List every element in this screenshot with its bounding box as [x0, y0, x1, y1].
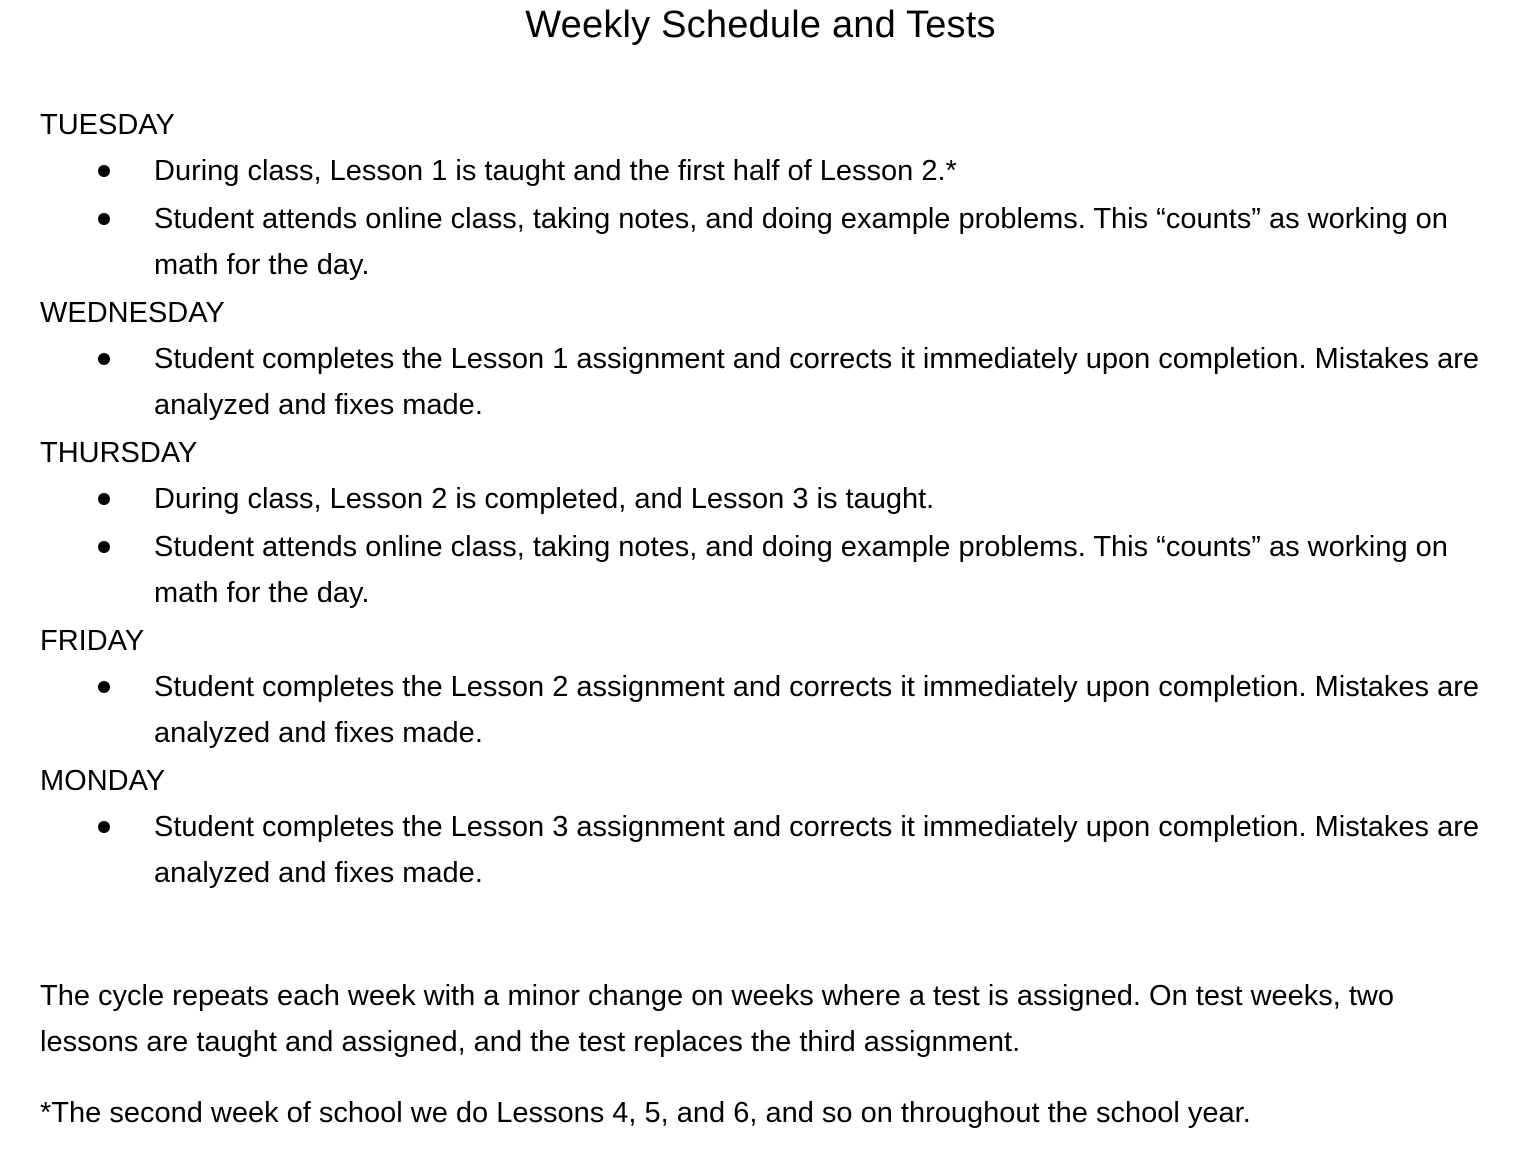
bullet-dot-icon [98, 681, 110, 693]
list-item-text: Student completes the Lesson 3 assignment and corrects it immediately upon completion. Mistakes are analyzed and fixes made. [154, 811, 1480, 889]
list-item [40, 196, 1480, 288]
bullet-list [40, 804, 1480, 896]
bullet-dot-icon [98, 213, 110, 225]
cycle-paragraph: The cycle repeats each week with a minor change on weeks where a test is assigned. On test weeks, two lessons are taught and assigned, and the test replaces the third assignment. [40, 980, 1395, 1058]
bullet-dot-icon [98, 165, 110, 177]
list-item [40, 148, 1480, 194]
day-section-wednesday [40, 292, 1480, 428]
day-heading: WEDNESDAY [40, 297, 225, 329]
list-item [40, 664, 1480, 756]
page-title: Weekly Schedule and Tests [525, 4, 996, 46]
day-section-monday [40, 760, 1480, 896]
list-item [40, 476, 1480, 522]
list-item-text: Student attends online class, taking notes, and doing example problems. This “counts” as working on math for the day. [154, 531, 1448, 609]
list-item-text: During class, Lesson 1 is taught and the first half of Lesson 2.* [154, 155, 957, 187]
schedule-content [40, 104, 1480, 900]
list-item-text: During class, Lesson 2 is completed, and Lesson 3 is taught. [154, 483, 935, 515]
bullet-list [40, 336, 1480, 428]
list-item-text: Student attends online class, taking notes, and doing example problems. This “counts” as working on math for the day. [154, 203, 1448, 281]
bullet-dot-icon [98, 541, 110, 553]
bullet-dot-icon [98, 821, 110, 833]
day-section-friday [40, 620, 1480, 756]
footnote: *The second week of school we do Lessons 4, 5, and 6, and so on throughout the school year. [40, 1097, 1251, 1129]
day-heading: THURSDAY [40, 437, 198, 469]
bullet-dot-icon [98, 493, 110, 505]
list-item [40, 804, 1480, 896]
list-item-text: Student completes the Lesson 2 assignment and corrects it immediately upon completion. Mistakes are analyzed and fixes made. [154, 671, 1480, 749]
day-section-thursday [40, 432, 1480, 616]
bullet-dot-icon [98, 353, 110, 365]
list-item [40, 524, 1480, 616]
day-heading: TUESDAY [40, 109, 175, 141]
bullet-list [40, 476, 1480, 616]
list-item [40, 336, 1480, 428]
list-item-text: Student completes the Lesson 1 assignment and corrects it immediately upon completion. Mistakes are analyzed and fixes made. [154, 343, 1480, 421]
bullet-list [40, 664, 1480, 756]
day-section-tuesday [40, 104, 1480, 288]
day-heading: MONDAY [40, 765, 166, 797]
bullet-list [40, 148, 1480, 288]
day-heading: FRIDAY [40, 625, 145, 657]
